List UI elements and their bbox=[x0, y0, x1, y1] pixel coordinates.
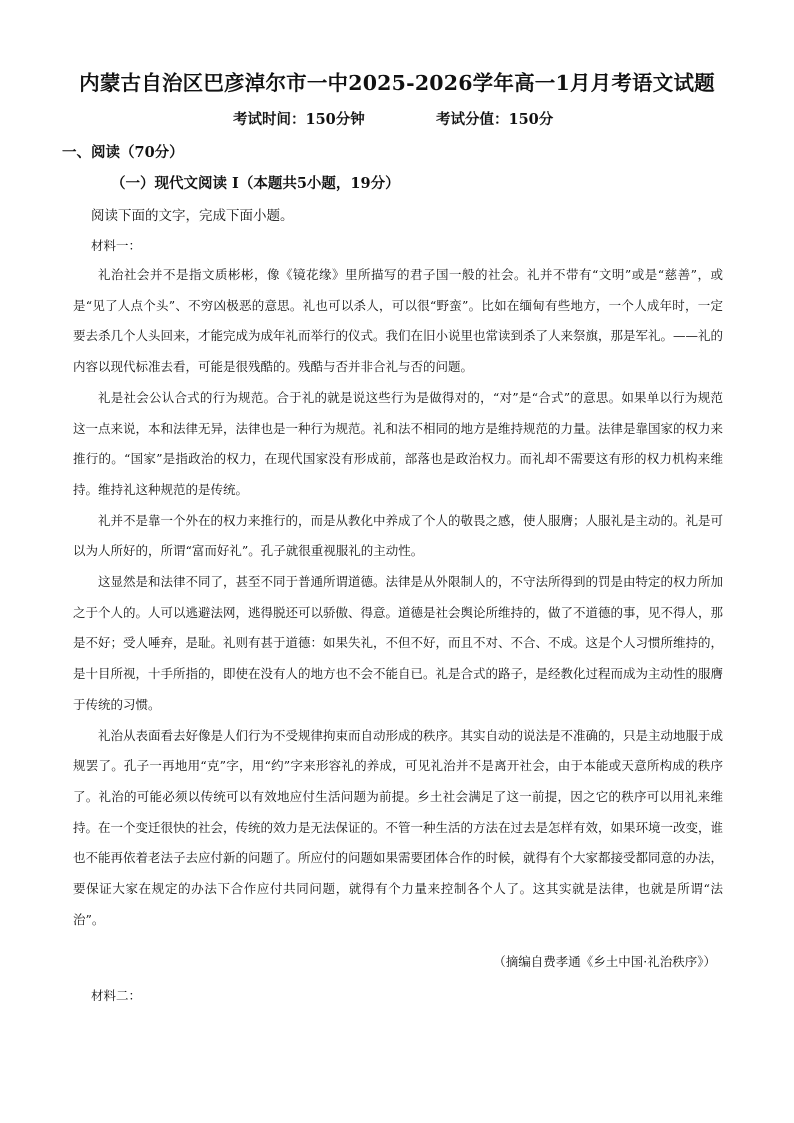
paragraph: 礼是社会公认合式的行为规范。合于礼的就是说这些行为是做得对的，“对”是“合式”的意思。如果单以行为规范这一点来说，本和法律无异，法律也是一种行为规范。礼和法不相同的地方是维持规范的力量。法律是靠国家的权力来推行的。“国家”是指政治的权力，在现代国家没有形成前，部落也是政治权力。而礼却不需要这有形的权力机构来维持。维持礼这种规范的是传统。 bbox=[73, 389, 724, 497]
exam-score: 考试分值：150分 bbox=[436, 111, 554, 128]
material-2-label: 材料二： bbox=[91, 988, 142, 1003]
exam-title: 内蒙古自治区巴彦淖尔市一中2025-2026学年高一1月月考语文试题 bbox=[79, 71, 715, 95]
subsection-heading-modern-reading: （一）现代文阅读 I（本题共5小题，19分） bbox=[111, 175, 400, 192]
material-1-source: （摘编自费孝通《乡土中国·礼治秩序》） bbox=[493, 954, 716, 969]
paragraph: 这显然是和法律不同了，甚至不同于普通所谓道德。法律是从外限制人的，不守法所得到的罚是由特定的权力所加之于个人的。人可以逃避法网，逃得脱还可以骄傲、得意。道德是社会舆论所维持的，做了不道德的事，见不得人，那是不好；受人唾弃，是耻。礼则有甚于道德：如果失礼，不但不好，而且不对、不合、不成。这是个人习惯所维持的，是十目所视，十手所指的，即使在没有人的地方也不会不能自已。礼是合式的路子，是经教化过程而成为主动性的服膺于传统的习惯。 bbox=[73, 574, 724, 712]
reading-instruction: 阅读下面的文字，完成下面小题。 bbox=[91, 208, 294, 224]
section-heading-reading: 一、阅读（70分） bbox=[62, 144, 184, 161]
exam-time: 考试时间：150分钟 bbox=[233, 111, 365, 128]
paragraph: 礼并不是靠一个外在的权力来推行的，而是从教化中养成了个人的敬畏之感，使人服膺；人服礼是主动的。礼是可以为人所好的，所谓“富而好礼”。孔子就很重视服礼的主动性。 bbox=[73, 512, 724, 559]
paragraph: 礼治从表面看去好像是人们行为不受规律拘束而自动形成的秩序。其实自动的说法是不准确的，只是主动地服于成规罢了。孔子一再地用“克”字，用“约”字来形容礼的养成，可见礼治并不是离开社会，由于本能或天意所构成的秩序了。礼治的可能必须以传统可以有效地应付生活问题为前提。乡土社会满足了这一前提，因之它的秩序可以用礼来维持。在一个变迁很快的社会，传统的效力是无法保证的。不管一种生活的方法在过去是怎样有效，如果环境一改变，谁也不能再依着老法子去应付新的问题了。所应付的问题如果需要团体合作的时候，就得有个大家都接受都同意的办法，要保证大家在规定的办法下合作应付共同问题，就得有个力量来控制各个人了。这其实就是法律，也就是所谓“法治”。 bbox=[73, 727, 724, 927]
material-1-text bbox=[73, 260, 723, 935]
material-1-label: 材料一： bbox=[91, 238, 142, 253]
paragraph: 礼治社会并不是指文质彬彬，像《镜花缘》里所描写的君子国一般的社会。礼并不带有“文明”或是“慈善”，或是“见了人点个头”、不穷凶极恶的意思。礼也可以杀人，可以很“野蛮”。比如在缅甸有些地方，一个人成年时，一定要去杀几个人头回来，才能完成为成年礼而举行的仪式。我们在旧小说里也常读到杀了人来祭旗，那是军礼。——礼的内容以现代标准去看，可能是很残酷的。残酷与否并非合礼与否的问题。 bbox=[73, 267, 724, 375]
